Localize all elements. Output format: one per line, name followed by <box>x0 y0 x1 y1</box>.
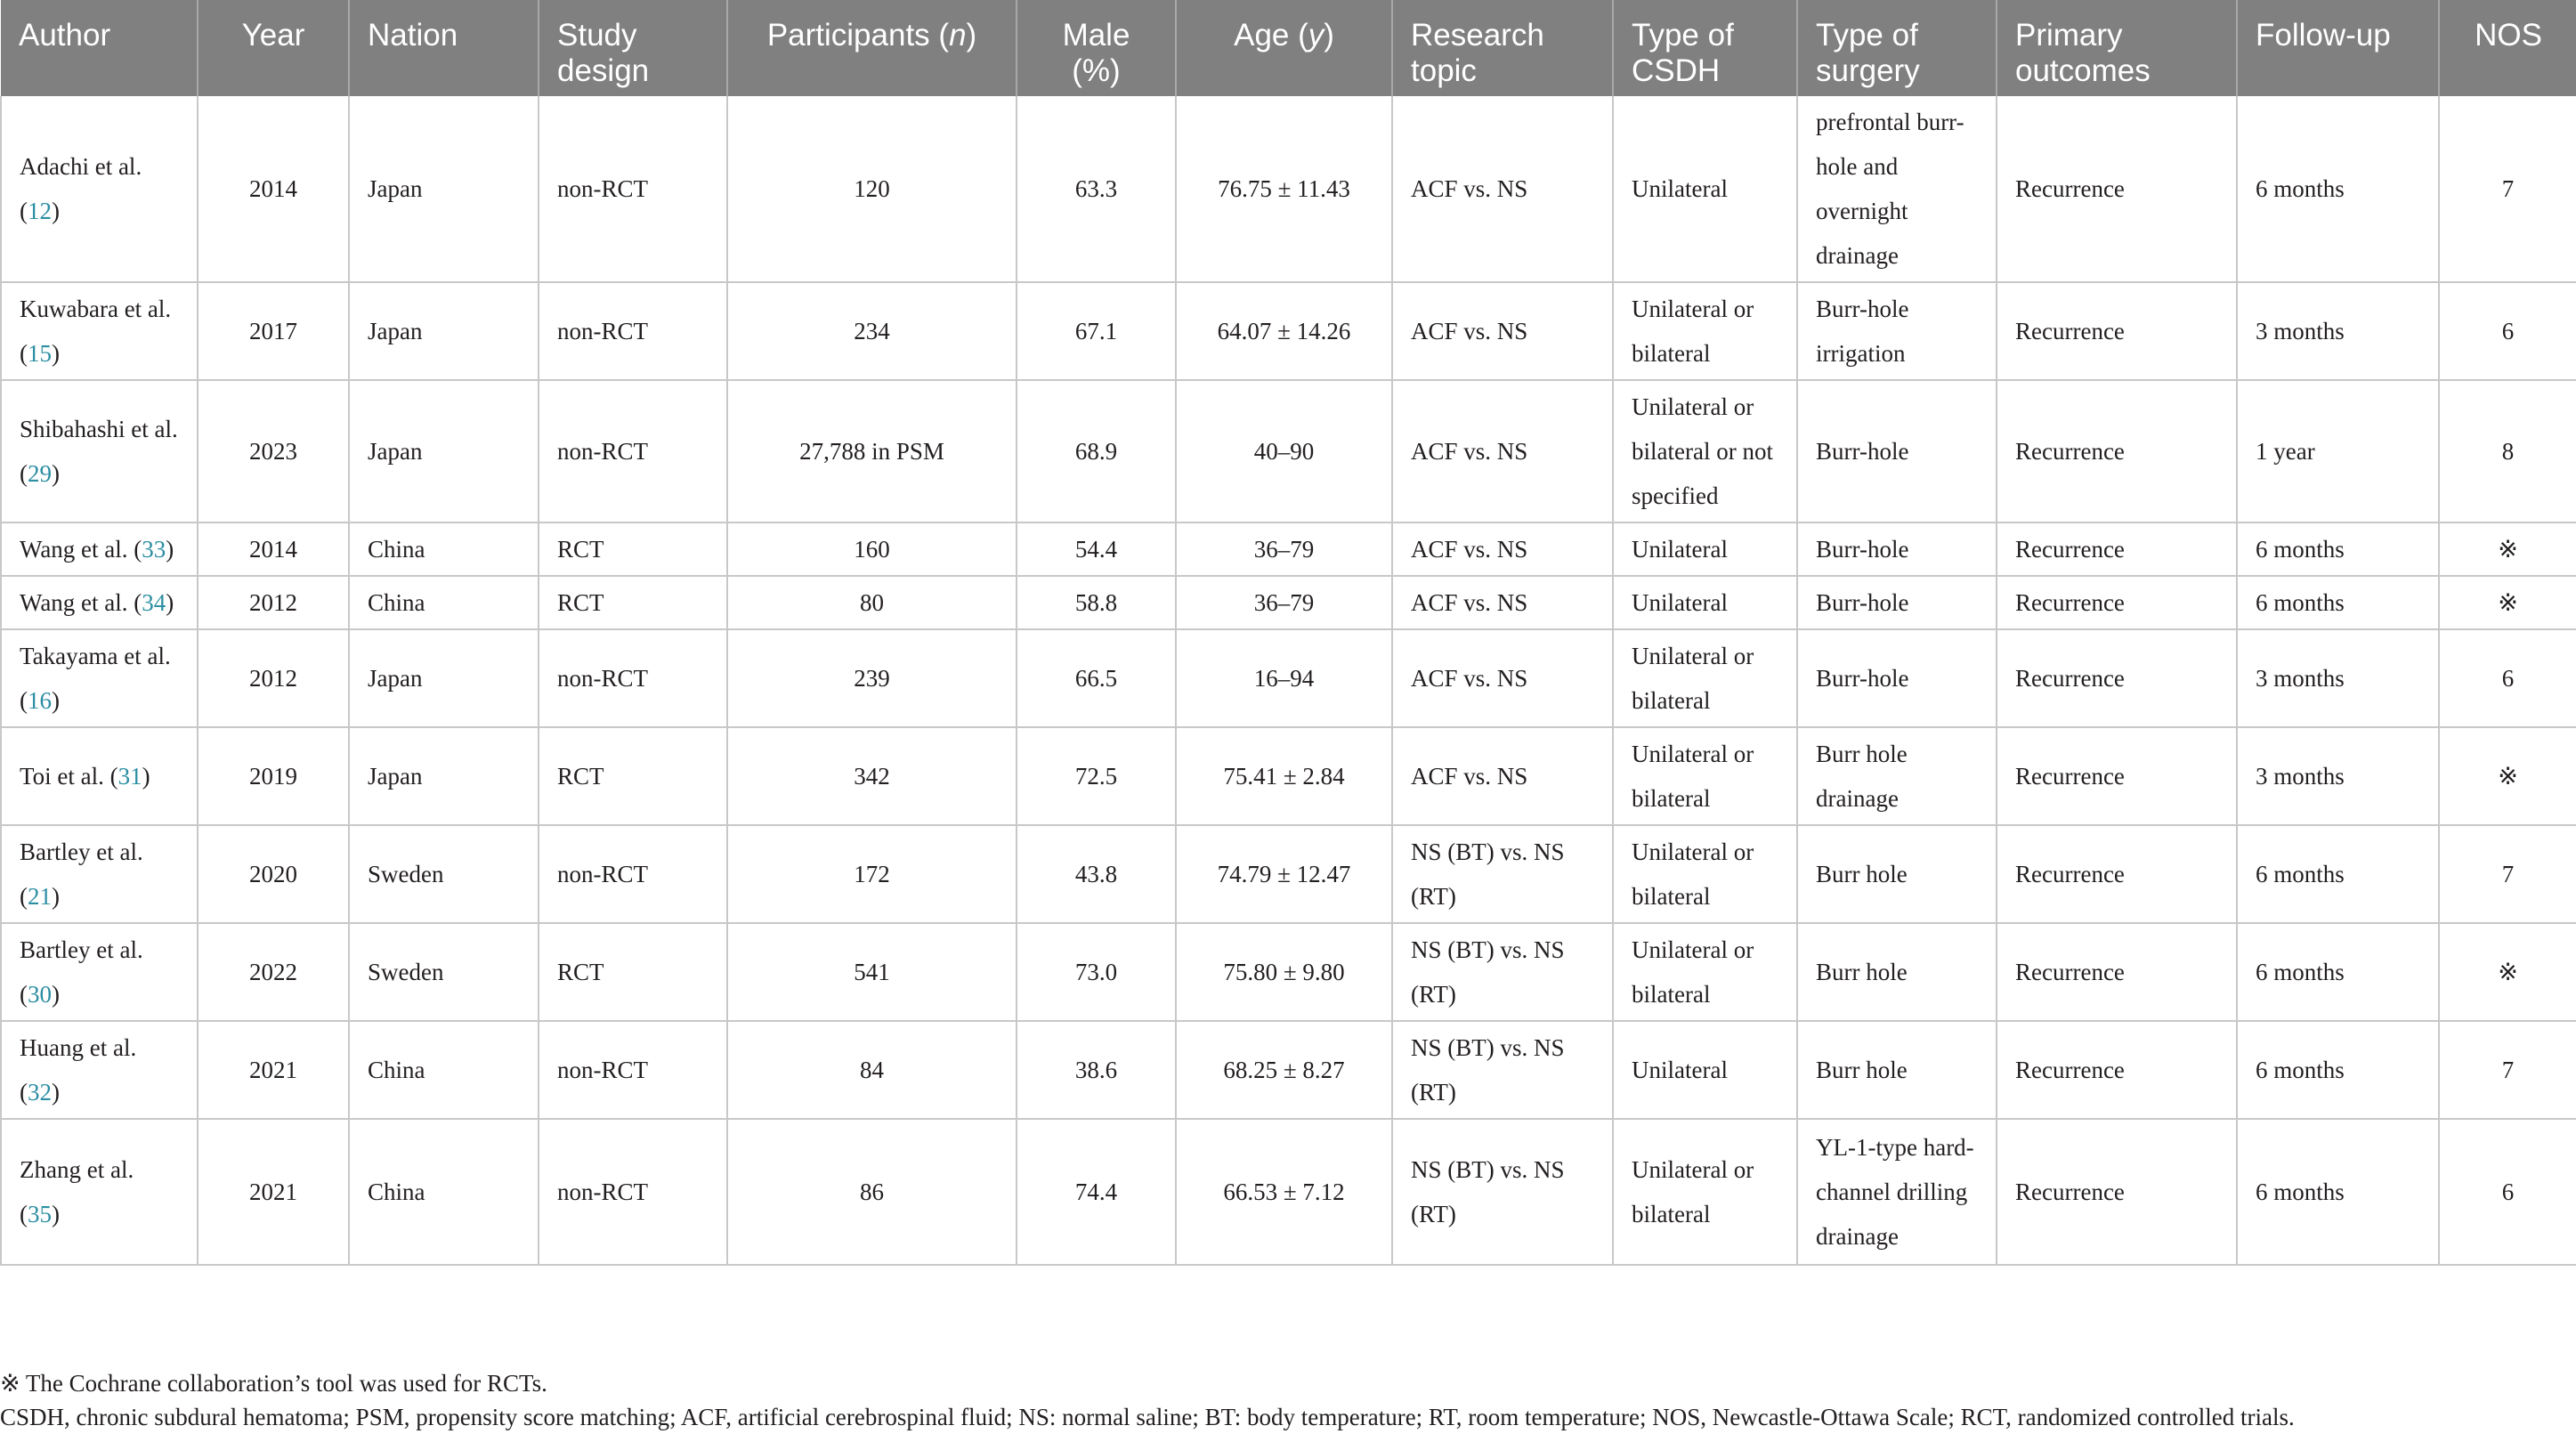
cell-year: 2012 <box>198 576 349 629</box>
cell-design: non-RCT <box>539 380 727 522</box>
cell-design: RCT <box>539 576 727 629</box>
cell-nation: Japan <box>349 380 539 522</box>
cell-year: 2012 <box>198 629 349 727</box>
cell-author: Huang et al. (32) <box>1 1021 198 1119</box>
cell-design: non-RCT <box>539 825 727 923</box>
cell-male: 38.6 <box>1017 1021 1176 1119</box>
cell-nos: 6 <box>2439 282 2576 380</box>
cell-author: Zhang et al. (35) <box>1 1119 198 1265</box>
cell-participants: 120 <box>727 96 1017 282</box>
cell-nation: China <box>349 522 539 576</box>
cell-nos: 7 <box>2439 96 2576 282</box>
cell-surgery: Burr-hole <box>1797 380 1997 522</box>
cell-male: 67.1 <box>1017 282 1176 380</box>
cell-surgery: Burr-hole <box>1797 576 1997 629</box>
cell-topic: ACF vs. NS <box>1392 629 1613 727</box>
cell-outcome: Recurrence <box>1997 522 2237 576</box>
cell-topic: NS (BT) vs. NS (RT) <box>1392 825 1613 923</box>
cell-participants: 172 <box>727 825 1017 923</box>
footnote-cochrane: ※ The Cochrane collaboration’s tool was used for RCTs. <box>0 1370 547 1397</box>
column-header: Year <box>198 0 349 96</box>
reference-link[interactable]: 16 <box>28 687 52 714</box>
cell-outcome: Recurrence <box>1997 923 2237 1021</box>
reference-link[interactable]: 31 <box>117 763 142 790</box>
cell-surgery: Burr-hole <box>1797 629 1997 727</box>
cell-topic: ACF vs. NS <box>1392 576 1613 629</box>
column-header: Type of CSDH <box>1613 0 1797 96</box>
cell-year: 2014 <box>198 522 349 576</box>
cell-age: 76.75 ± 11.43 <box>1176 96 1392 282</box>
table-row <box>1 923 2576 1021</box>
cell-male: 63.3 <box>1017 96 1176 282</box>
cell-age: 66.53 ± 7.12 <box>1176 1119 1392 1265</box>
cell-followup: 6 months <box>2237 1119 2439 1265</box>
reference-link[interactable]: 12 <box>28 198 52 224</box>
column-header: Type of surgery <box>1797 0 1997 96</box>
cell-male: 43.8 <box>1017 825 1176 923</box>
column-header: Nation <box>349 0 539 96</box>
cell-topic: ACF vs. NS <box>1392 380 1613 522</box>
cell-author: Wang et al. (34) <box>1 576 198 629</box>
footnote-abbreviations: CSDH, chronic subdural hematoma; PSM, propensity score matching; ACF, artificial cerebrospinal fluid; NS: normal saline; BT: body temperature; RT, room temperature; NOS, Newcastle-Ottawa Scale; RCT, randomized controlled trials. <box>0 1404 2295 1430</box>
cell-csdh: Unilateral or bilateral <box>1613 1119 1797 1265</box>
cell-outcome: Recurrence <box>1997 576 2237 629</box>
cell-age: 36–79 <box>1176 522 1392 576</box>
cell-participants: 234 <box>727 282 1017 380</box>
cell-outcome: Recurrence <box>1997 825 2237 923</box>
cell-year: 2017 <box>198 282 349 380</box>
cell-nation: Japan <box>349 282 539 380</box>
cell-participants: 27,788 in PSM <box>727 380 1017 522</box>
cell-outcome: Recurrence <box>1997 629 2237 727</box>
cell-followup: 1 year <box>2237 380 2439 522</box>
cell-design: RCT <box>539 727 727 825</box>
cell-participants: 541 <box>727 923 1017 1021</box>
table-row <box>1 629 2576 727</box>
column-header: Study design <box>539 0 727 96</box>
cell-surgery: Burr-hole irrigation <box>1797 282 1997 380</box>
cell-followup: 6 months <box>2237 1021 2439 1119</box>
cell-nos: 7 <box>2439 1021 2576 1119</box>
table-body <box>1 96 2576 1265</box>
cell-design: non-RCT <box>539 282 727 380</box>
cell-outcome: Recurrence <box>1997 1021 2237 1119</box>
cell-csdh: Unilateral or bilateral <box>1613 727 1797 825</box>
cell-followup: 6 months <box>2237 96 2439 282</box>
column-header: Author <box>1 0 198 96</box>
cell-author: Wang et al. (33) <box>1 522 198 576</box>
cell-nos: ※ <box>2439 727 2576 825</box>
cell-topic: ACF vs. NS <box>1392 96 1613 282</box>
cell-nos: ※ <box>2439 923 2576 1021</box>
table-row <box>1 96 2576 282</box>
cell-csdh: Unilateral or bilateral <box>1613 825 1797 923</box>
cell-nos: 6 <box>2439 629 2576 727</box>
table-row <box>1 825 2576 923</box>
cell-male: 58.8 <box>1017 576 1176 629</box>
cell-nation: China <box>349 576 539 629</box>
cell-surgery: Burr hole <box>1797 1021 1997 1119</box>
cell-nos: ※ <box>2439 522 2576 576</box>
cell-male: 68.9 <box>1017 380 1176 522</box>
reference-link[interactable]: 35 <box>28 1201 52 1227</box>
cell-author: Adachi et al. (12) <box>1 96 198 282</box>
cell-followup: 6 months <box>2237 576 2439 629</box>
cell-topic: NS (BT) vs. NS (RT) <box>1392 1119 1613 1265</box>
cell-surgery: Burr hole <box>1797 825 1997 923</box>
cell-male: 74.4 <box>1017 1119 1176 1265</box>
cell-participants: 80 <box>727 576 1017 629</box>
cell-csdh: Unilateral <box>1613 522 1797 576</box>
cell-followup: 3 months <box>2237 629 2439 727</box>
column-header: Primary outcomes <box>1997 0 2237 96</box>
cell-author: Shibahashi et al. (29) <box>1 380 198 522</box>
column-header: Participants (n) <box>727 0 1017 96</box>
table-row <box>1 576 2576 629</box>
cell-surgery: prefrontal burr-hole and overnight drainage <box>1797 96 1997 282</box>
cell-followup: 3 months <box>2237 727 2439 825</box>
cell-outcome: Recurrence <box>1997 727 2237 825</box>
table-row <box>1 727 2576 825</box>
cell-followup: 6 months <box>2237 923 2439 1021</box>
cell-participants: 86 <box>727 1119 1017 1265</box>
cell-age: 64.07 ± 14.26 <box>1176 282 1392 380</box>
cell-male: 72.5 <box>1017 727 1176 825</box>
cell-topic: ACF vs. NS <box>1392 522 1613 576</box>
cell-design: non-RCT <box>539 629 727 727</box>
reference-link[interactable]: 29 <box>28 460 52 487</box>
cell-author: Kuwabara et al. (15) <box>1 282 198 380</box>
cell-design: RCT <box>539 923 727 1021</box>
cell-topic: ACF vs. NS <box>1392 727 1613 825</box>
cell-nos: ※ <box>2439 576 2576 629</box>
cell-age: 75.80 ± 9.80 <box>1176 923 1392 1021</box>
cell-author: Toi et al. (31) <box>1 727 198 825</box>
table-footnotes <box>0 1366 2295 1434</box>
cell-csdh: Unilateral <box>1613 96 1797 282</box>
header-row <box>1 0 2576 96</box>
column-header: Male (%) <box>1017 0 1176 96</box>
cell-participants: 160 <box>727 522 1017 576</box>
cell-nos: 6 <box>2439 1119 2576 1265</box>
cell-nation: Japan <box>349 96 539 282</box>
table-row <box>1 1119 2576 1265</box>
cell-age: 74.79 ± 12.47 <box>1176 825 1392 923</box>
reference-link[interactable]: 21 <box>28 883 52 910</box>
cell-design: non-RCT <box>539 96 727 282</box>
cell-topic: ACF vs. NS <box>1392 282 1613 380</box>
reference-link[interactable]: 34 <box>142 589 166 616</box>
cell-design: RCT <box>539 522 727 576</box>
cell-csdh: Unilateral or bilateral <box>1613 282 1797 380</box>
reference-link[interactable]: 33 <box>142 536 166 563</box>
cell-author: Takayama et al. (16) <box>1 629 198 727</box>
cell-participants: 342 <box>727 727 1017 825</box>
cell-author: Bartley et al. (30) <box>1 923 198 1021</box>
cell-year: 2021 <box>198 1021 349 1119</box>
table-row <box>1 282 2576 380</box>
cell-nation: Japan <box>349 629 539 727</box>
cell-age: 36–79 <box>1176 576 1392 629</box>
cell-age: 16–94 <box>1176 629 1392 727</box>
column-header: Age (y) <box>1176 0 1392 96</box>
cell-participants: 239 <box>727 629 1017 727</box>
cell-male: 66.5 <box>1017 629 1176 727</box>
cell-year: 2019 <box>198 727 349 825</box>
cell-nation: China <box>349 1021 539 1119</box>
cell-surgery: YL-1-type hard-channel drilling drainage <box>1797 1119 1997 1265</box>
cell-author: Bartley et al. (21) <box>1 825 198 923</box>
cell-csdh: Unilateral <box>1613 1021 1797 1119</box>
column-header: Research topic <box>1392 0 1613 96</box>
cell-male: 73.0 <box>1017 923 1176 1021</box>
cell-nation: Japan <box>349 727 539 825</box>
reference-link[interactable]: 32 <box>28 1079 52 1106</box>
cell-year: 2020 <box>198 825 349 923</box>
cell-csdh: Unilateral or bilateral <box>1613 629 1797 727</box>
cell-followup: 6 months <box>2237 522 2439 576</box>
cell-age: 75.41 ± 2.84 <box>1176 727 1392 825</box>
cell-surgery: Burr hole drainage <box>1797 727 1997 825</box>
cell-outcome: Recurrence <box>1997 380 2237 522</box>
cell-topic: NS (BT) vs. NS (RT) <box>1392 1021 1613 1119</box>
cell-csdh: Unilateral <box>1613 576 1797 629</box>
cell-year: 2022 <box>198 923 349 1021</box>
cell-outcome: Recurrence <box>1997 96 2237 282</box>
cell-male: 54.4 <box>1017 522 1176 576</box>
reference-link[interactable]: 15 <box>28 340 52 367</box>
table-header <box>1 0 2576 96</box>
cell-followup: 6 months <box>2237 825 2439 923</box>
cell-participants: 84 <box>727 1021 1017 1119</box>
cell-outcome: Recurrence <box>1997 1119 2237 1265</box>
cell-age: 40–90 <box>1176 380 1392 522</box>
cell-year: 2014 <box>198 96 349 282</box>
cell-nation: China <box>349 1119 539 1265</box>
cell-nation: Sweden <box>349 825 539 923</box>
cell-csdh: Unilateral or bilateral <box>1613 923 1797 1021</box>
cell-outcome: Recurrence <box>1997 282 2237 380</box>
cell-nos: 8 <box>2439 380 2576 522</box>
cell-surgery: Burr-hole <box>1797 522 1997 576</box>
cell-csdh: Unilateral or bilateral or not specified <box>1613 380 1797 522</box>
cell-design: non-RCT <box>539 1119 727 1265</box>
cell-year: 2021 <box>198 1119 349 1265</box>
cell-topic: NS (BT) vs. NS (RT) <box>1392 923 1613 1021</box>
column-header: NOS <box>2439 0 2576 96</box>
cell-surgery: Burr hole <box>1797 923 1997 1021</box>
cell-nos: 7 <box>2439 825 2576 923</box>
cell-followup: 3 months <box>2237 282 2439 380</box>
table-row <box>1 380 2576 522</box>
cell-design: non-RCT <box>539 1021 727 1119</box>
column-header: Follow-up <box>2237 0 2439 96</box>
cell-year: 2023 <box>198 380 349 522</box>
cell-nation: Sweden <box>349 923 539 1021</box>
table-row <box>1 1021 2576 1119</box>
cell-age: 68.25 ± 8.27 <box>1176 1021 1392 1119</box>
reference-link[interactable]: 30 <box>28 981 52 1008</box>
table-row <box>1 522 2576 576</box>
